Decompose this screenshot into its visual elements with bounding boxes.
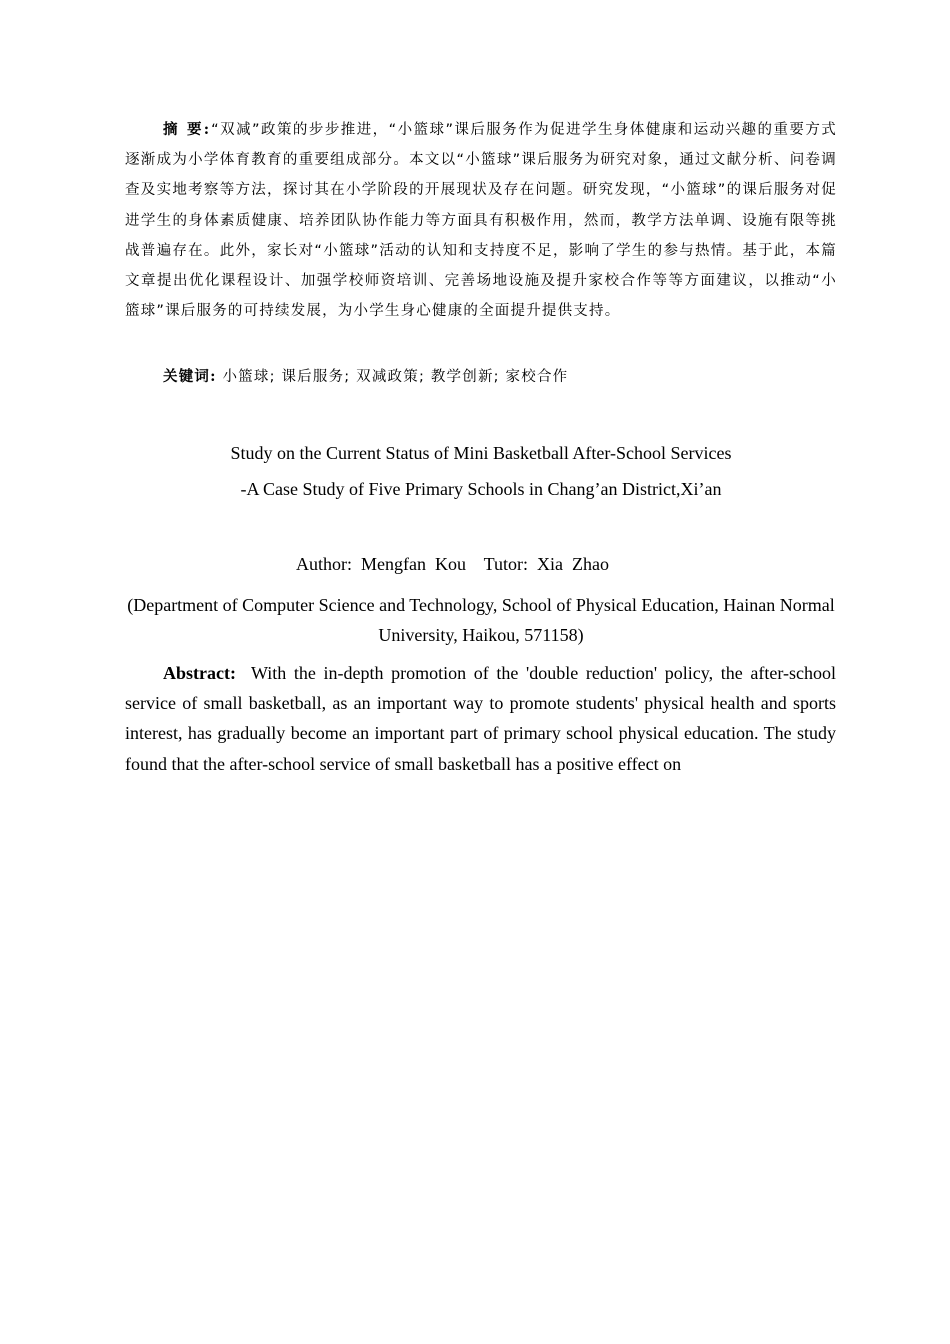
english-abstract-text: With the in-depth promotion of the 'double reduction' policy, the after-school service of small basketball, as an important way to promote students' physical health and sports interest, has gradually become an important part of primary school physical education. The study found that the after-school service of small basketball has a positive effect on [125,663,836,774]
chinese-keywords-label: 关键词: [163,368,217,385]
english-abstract [125,658,836,779]
english-abstract-label: Abstract: [163,663,236,683]
english-title: Study on the Current Status of Mini Basketball After-School Services [230,443,732,463]
chinese-keywords [163,364,568,390]
chinese-keywords-text: 小篮球; 课后服务; 双减政策; 教学创新; 家校合作 [222,369,569,385]
english-subtitle: -A Case Study of Five Primary Schools in Chang’an District,Xi’an [240,479,722,499]
chinese-abstract-label: 摘 要: [163,121,212,138]
chinese-abstract [125,115,837,326]
chinese-abstract-text: “双减”政策的步步推进，“小篮球”课后服务作为促进学生身体健康和运动兴趣的重要方式逐渐成为小学体育教育的重要组成部分。本文以“小篮球”课后服务为研究对象，通过文献分析、问卷调查及实地考察等方法，探讨其在小学阶段的开展现状及存在问题。研究发现，“小篮球”的课后服务对促进学生的身体素质健康、培养团队协作能力等方面具有积极作用，然而，教学方法单调、设施有限等挑战普遍存在。此外，家长对“小篮球”活动的认知和支持度不足，影响了学生的参与热情。基于此，本篇文章提出优化课程设计、加强学校师资培训、完善场地设施及提升家校合作等等方面建议，以推动“小篮球”课后服务的可持续发展，为小学生身心健康的全面提升提供支持。 [125,122,838,320]
author-tutor-line: Author: Mengfan Kou Tutor: Xia Zhao [296,554,609,574]
affiliation: (Department of Computer Science and Technology, School of Physical Education, Hainan Normal University, Haikou, 571158) [127,595,835,645]
